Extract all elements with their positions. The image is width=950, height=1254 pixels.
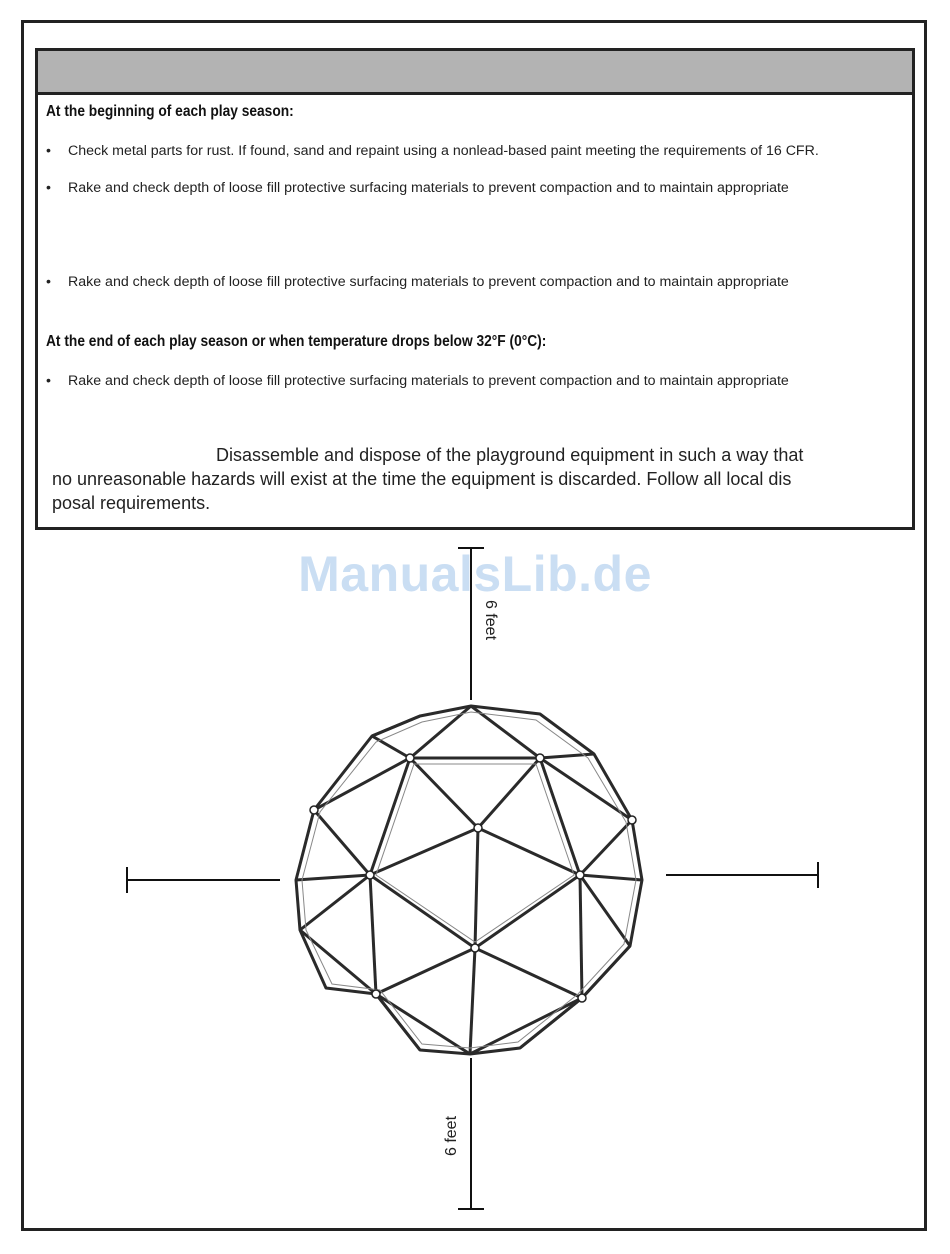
maintenance-header-bar: [38, 51, 912, 95]
disposal-line: no unreasonable hazards will exist at the time the equipment is discarded. Follow all local dis: [52, 469, 792, 489]
maintenance-box: [35, 48, 915, 530]
disposal-paragraph: [52, 443, 872, 515]
list-item: [46, 180, 789, 196]
bullet-dot: •: [46, 143, 51, 159]
bullet-dot: •: [46, 373, 51, 389]
list-item: [46, 373, 789, 389]
list-item-text: Rake and check depth of loose fill protective surfacing materials to prevent compaction and to maintain appropriate: [68, 180, 789, 196]
list-item-text: Rake and check depth of loose fill protective surfacing materials to prevent compaction and to maintain appropriate: [68, 373, 789, 389]
list-item: [46, 274, 789, 290]
watermark: ManualsLib.de: [298, 546, 652, 602]
bullet-dot: •: [46, 180, 51, 196]
list-item-text: Rake and check depth of loose fill protective surfacing materials to prevent compaction and to maintain appropriate: [68, 274, 789, 290]
list-item-text: Check metal parts for rust. If found, sand and repaint using a nonlead-based paint meeting the requirements of 16 CFR.: [68, 143, 819, 159]
heading-season-end: At the end of each play season or when temperature drops below 32°F (0°C):: [46, 333, 547, 350]
bullet-dot: •: [46, 274, 51, 290]
bottom-clearance-label: 6 feet: [443, 1115, 460, 1157]
disposal-line: posal requirements.: [52, 493, 211, 513]
top-clearance-label: 6 feet: [482, 599, 499, 641]
heading-season-start: At the beginning of each play season:: [46, 103, 294, 120]
list-item: [46, 143, 819, 159]
disposal-line: Disassemble and dispose of the playground equipment in such a way that: [216, 445, 804, 465]
